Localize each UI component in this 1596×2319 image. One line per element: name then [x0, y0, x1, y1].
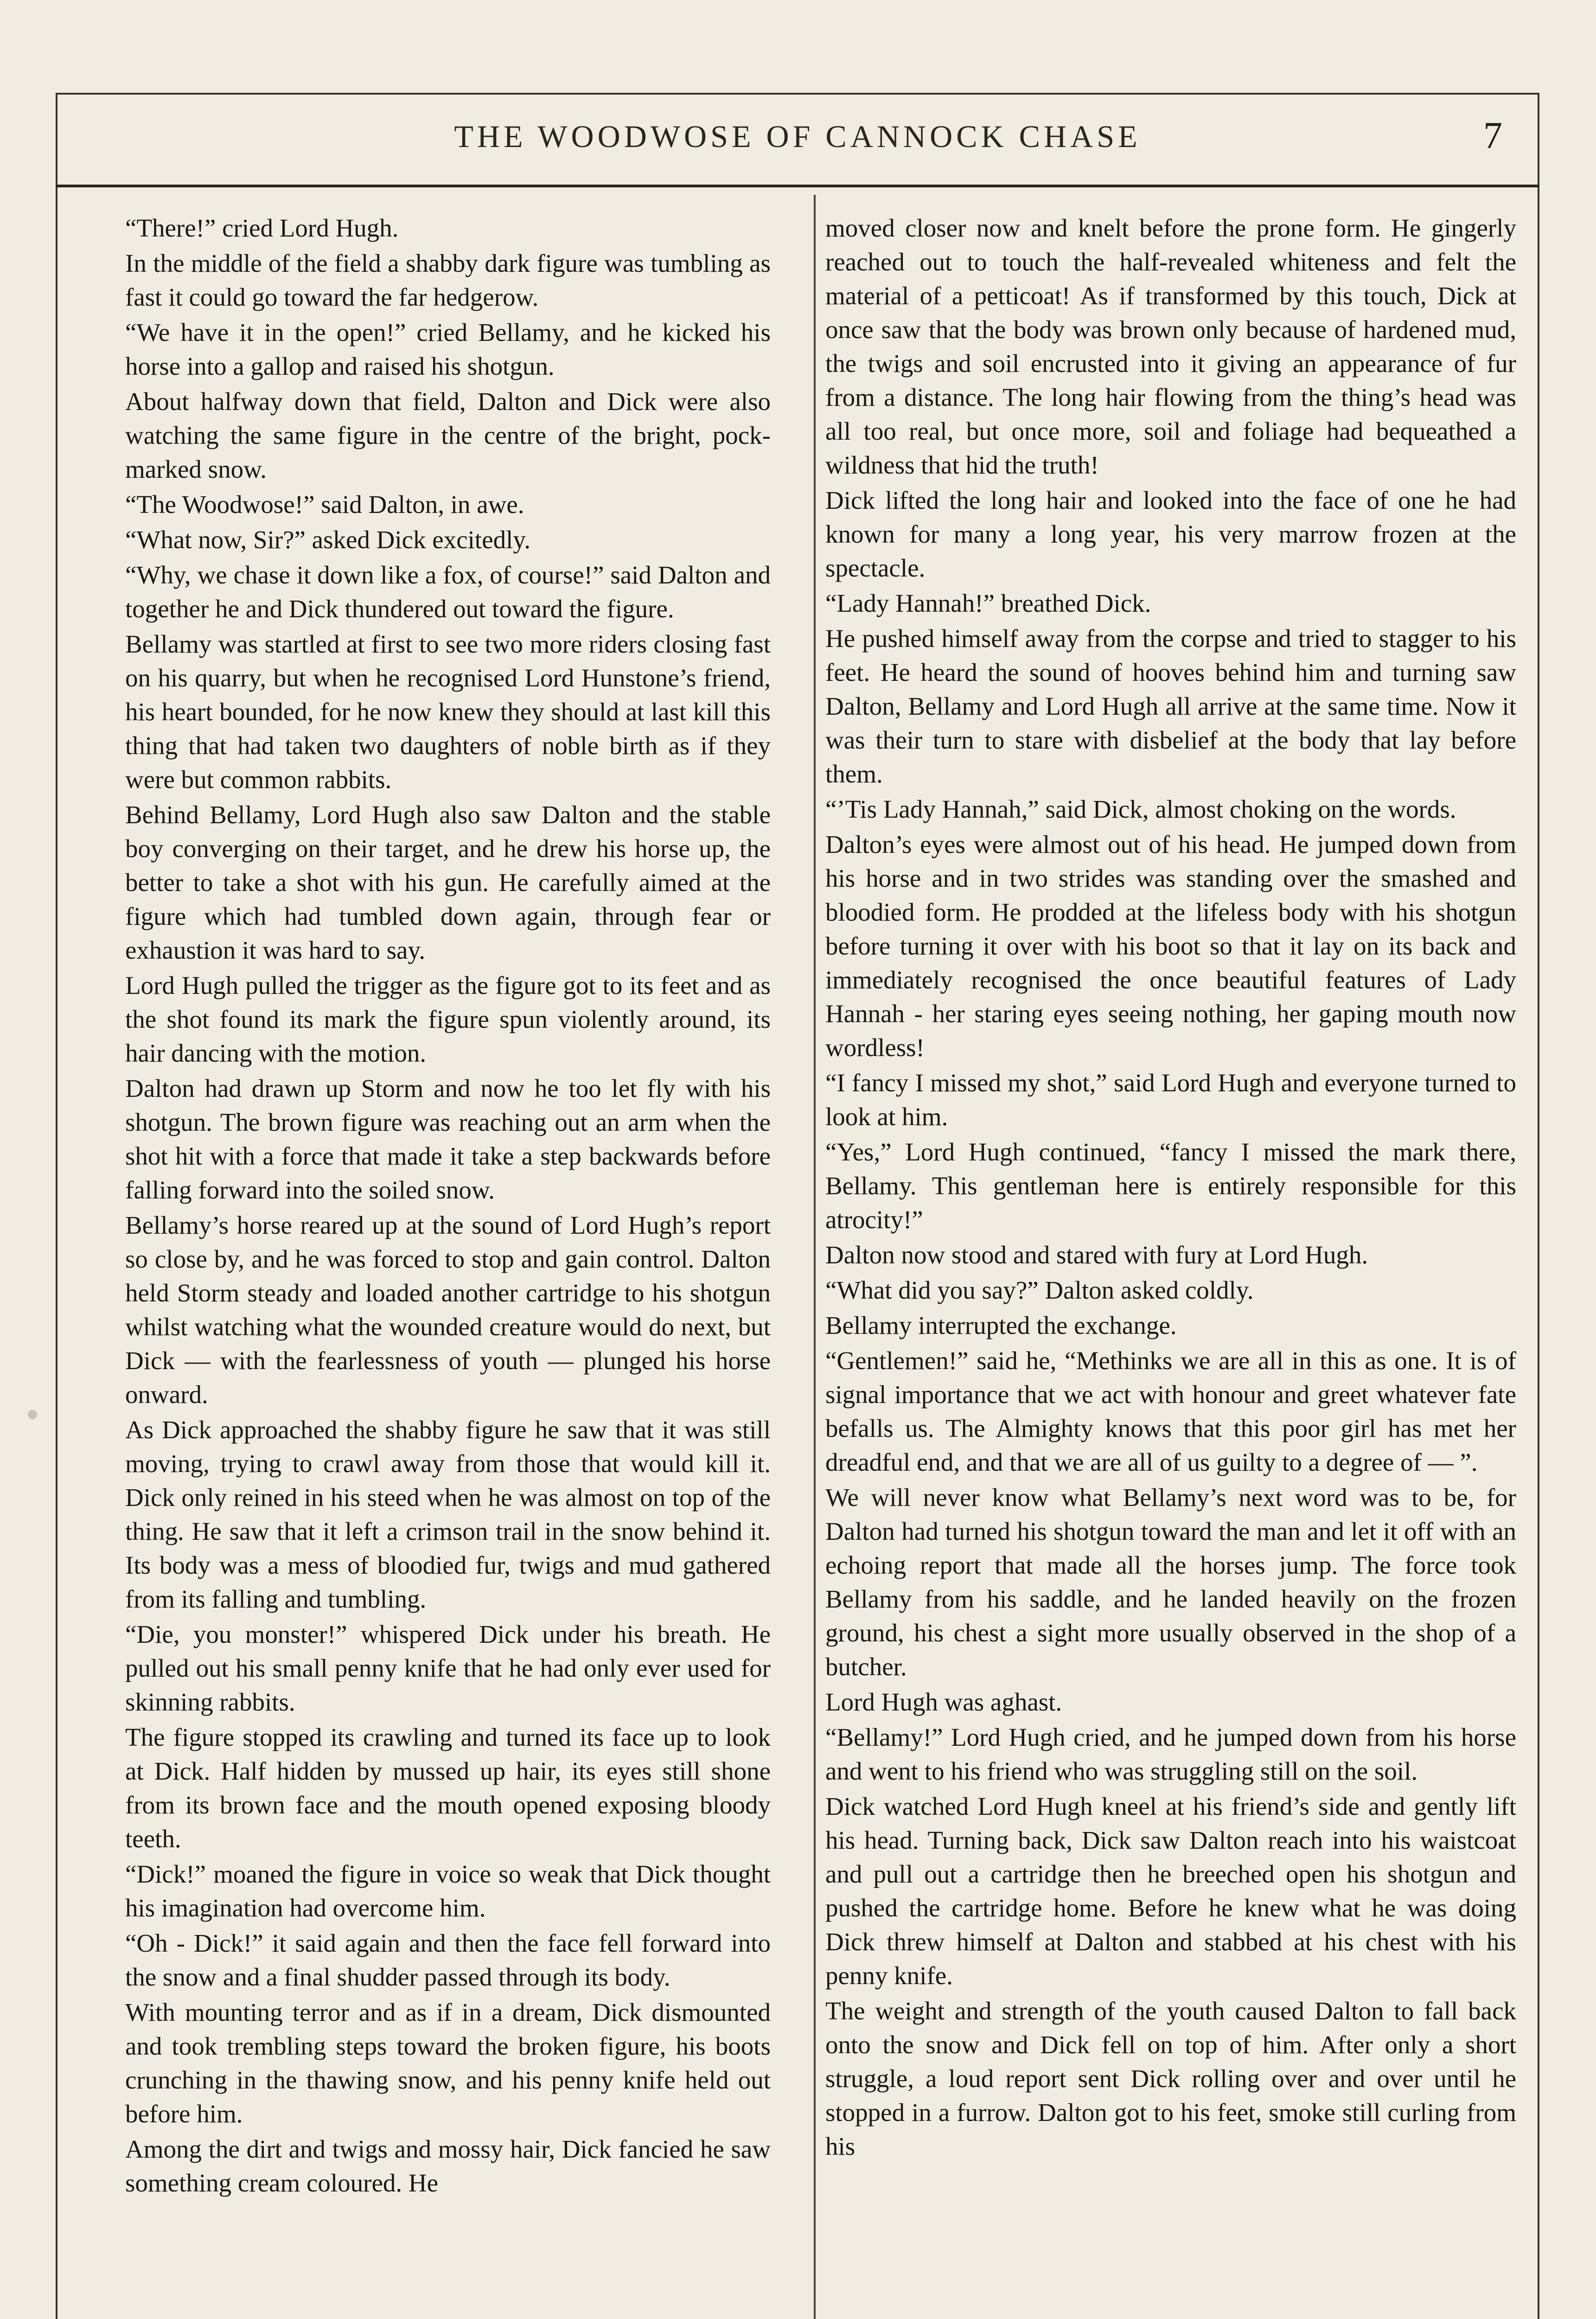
paragraph: “Yes,” Lord Hugh continued, “fancy I missed the mark there, Bellamy. This gentleman here is entirely responsible for this atrocity!” — [825, 1138, 1516, 1234]
paragraph: Dalton’s eyes were almost out of his head. He jumped down from his horse and in two strides was standing over the smashed and bloodied form. He prodded at the lifeless body with his shotgun before turning it over with his boot so that it lay on its back and immediately recognised the once beautiful features of Lady Hannah - her staring eyes seeing nothing, her gaping mouth now wordless! — [825, 830, 1516, 1062]
paragraph: “Lady Hannah!” breathed Dick. — [825, 589, 1151, 617]
paragraph: “Die, you monster!” whispered Dick under his breath. He pulled out his small penny knife that he had only ever used for skinning rabbits. — [125, 1620, 771, 1716]
page-number: 7 — [1483, 114, 1502, 156]
left-column — [125, 211, 771, 2201]
paragraph: Lord Hugh pulled the trigger as the figure got to its feet and as the shot found its mark the figure spun violently around, its hair dancing with the motion. — [125, 971, 771, 1067]
page-header — [56, 93, 1539, 186]
paragraph: With mounting terror and as if in a dream, Dick dismounted and took trembling steps toward the broken figure, his boots crunching in the thawing snow, and his penny knife held out before him. — [125, 1998, 771, 2128]
paragraph: “Dick!” moaned the figure in voice so weak that Dick thought his imagination had overcome him. — [125, 1860, 771, 1922]
paragraph: “There!” cried Lord Hugh. — [125, 214, 399, 242]
paragraph: Behind Bellamy, Lord Hugh also saw Dalton and the stable boy converging on their target, and he drew his horse up, the better to take a shot with his gun. He carefully aimed at the figure which had tumbled down again, through fear or exhaustion it was hard to say. — [125, 801, 771, 964]
header-rule — [56, 185, 1539, 187]
paragraph: “What now, Sir?” asked Dick excitedly. — [125, 525, 531, 554]
paragraph: Dalton now stood and stared with fury at Lord Hugh. — [825, 1241, 1368, 1269]
paragraph: The weight and strength of the youth caused Dalton to fall back onto the snow and Dick fell on top of him. After only a short struggle, a loud report sent Dick rolling over and over until he stopped in a furrow. Dalton got to his feet, smoke still curling from his — [825, 1997, 1516, 2160]
paragraph: “I fancy I missed my shot,” said Lord Hugh and everyone turned to look at him. — [825, 1069, 1516, 1131]
paragraph: About halfway down that field, Dalton and Dick were also watching the same figure in the centre of the bright, pock-marked snow. — [125, 387, 771, 483]
paragraph: Dick watched Lord Hugh kneel at his friend’s side and gently lift his head. Turning back, Dick saw Dalton reach into his waistcoat and pull out a cartridge then he breeched open his shotgun and pushed the cartridge home. Before he knew what he was doing Dick threw himself at Dalton and stabbed at his chest with his penny knife. — [825, 1792, 1516, 1990]
paragraph: Bellamy was startled at first to see two more riders closing fast on his quarry, but when he recognised Lord Hunstone’s friend, his heart bounded, for he now knew they should at last kill this thing that had taken two daughters of noble birth as if they were but common rabbits. — [125, 630, 771, 794]
paragraph: Dalton had drawn up Storm and now he too let fly with his shotgun. The brown figure was reaching out an arm when the shot hit with a force that made it take a step backwards before falling forward into the soiled snow. — [125, 1074, 771, 1204]
column-divider — [814, 195, 816, 2319]
paper-spot — [28, 1410, 37, 1419]
paragraph: In the middle of the field a shabby dark figure was tumbling as fast it could go toward the far hedgerow. — [125, 249, 771, 311]
paragraph: moved closer now and knelt before the prone form. He gingerly reached out to touch the half-revealed whiteness and felt the material of a petticoat! As if transformed by this touch, Dick at once saw that the body was brown only because of hardened mud, the twigs and soil encrusted into it giving an appearance of fur from a distance. The long hair flowing from the thing’s head was all too real, but once more, soil and foliage had bequeathed a wildness that hid the truth! — [825, 214, 1516, 479]
paragraph: “’Tis Lady Hannah,” said Dick, almost choking on the words. — [825, 795, 1456, 823]
paragraph: “Oh - Dick!” it said again and then the face fell forward into the snow and a final shudder passed through its body. — [125, 1929, 771, 1991]
paragraph: “Gentlemen!” said he, “Methinks we are all in this as one. It is of signal importance that we act with honour and greet whatever fate befalls us. The Almighty knows that this poor girl has met her dreadful end, and that we are all of us guilty to a degree of — ”. — [825, 1346, 1516, 1476]
paragraph: Bellamy’s horse reared up at the sound of Lord Hugh’s report so close by, and he was forced to stop and gain control. Dalton held Storm steady and loaded another cartridge to his shotgun whilst watching what the wounded creature would do next, but Dick — with the fearlessness of youth — plunged his horse onward. — [125, 1211, 771, 1409]
paragraph: The figure stopped its crawling and turned its face up to look at Dick. Half hidden by mussed up hair, its eyes still shone from its brown face and the mouth opened exposing bloody teeth. — [125, 1723, 771, 1853]
paragraph: “The Woodwose!” said Dalton, in awe. — [125, 490, 524, 519]
running-title: THE WOODWOSE OF CANNOCK CHASE — [454, 119, 1141, 154]
right-column — [825, 211, 1516, 2165]
paragraph: He pushed himself away from the corpse and tried to stagger to his feet. He heard the sound of hooves behind him and turning saw Dalton, Bellamy and Lord Hugh all arrive at the same time. Now it was their turn to stare with disbelief at the body that lay before them. — [825, 624, 1516, 788]
paragraph: Among the dirt and twigs and mossy hair, Dick fancied he saw something cream coloured. He — [125, 2135, 771, 2197]
paragraph: We will never know what Bellamy’s next word was to be, for Dalton had turned his shotgun toward the man and let it off with an echoing report that made all the horses jump. The force took Bellamy from his saddle, and he landed heavily on the frozen ground, his chest a sight more usually observed in the shop of a butcher. — [825, 1483, 1516, 1681]
paragraph: “Bellamy!” Lord Hugh cried, and he jumped down from his horse and went to his friend who was struggling still on the soil. — [825, 1723, 1516, 1785]
paragraph: As Dick approached the shabby figure he saw that it was still moving, trying to crawl away from those that would kill it. Dick only reined in his steed when he was almost on top of the thing. He saw that it left a crimson trail in the snow behind it. Its body was a mess of bloodied fur, twigs and mud gathered from its falling and tumbling. — [125, 1416, 771, 1613]
paragraph: “Why, we chase it down like a fox, of course!” said Dalton and together he and Dick thundered out toward the figure. — [125, 561, 771, 623]
paragraph: “What did you say?” Dalton asked coldly. — [825, 1276, 1254, 1304]
paragraph: Bellamy interrupted the exchange. — [825, 1311, 1177, 1339]
paragraph: Lord Hugh was aghast. — [825, 1688, 1062, 1716]
paragraph: Dick lifted the long hair and looked into the face of one he had known for many a long year, his very marrow frozen at the spectacle. — [825, 486, 1516, 582]
paragraph: “We have it in the open!” cried Bellamy, and he kicked his horse into a gallop and raised his shotgun. — [125, 318, 771, 380]
